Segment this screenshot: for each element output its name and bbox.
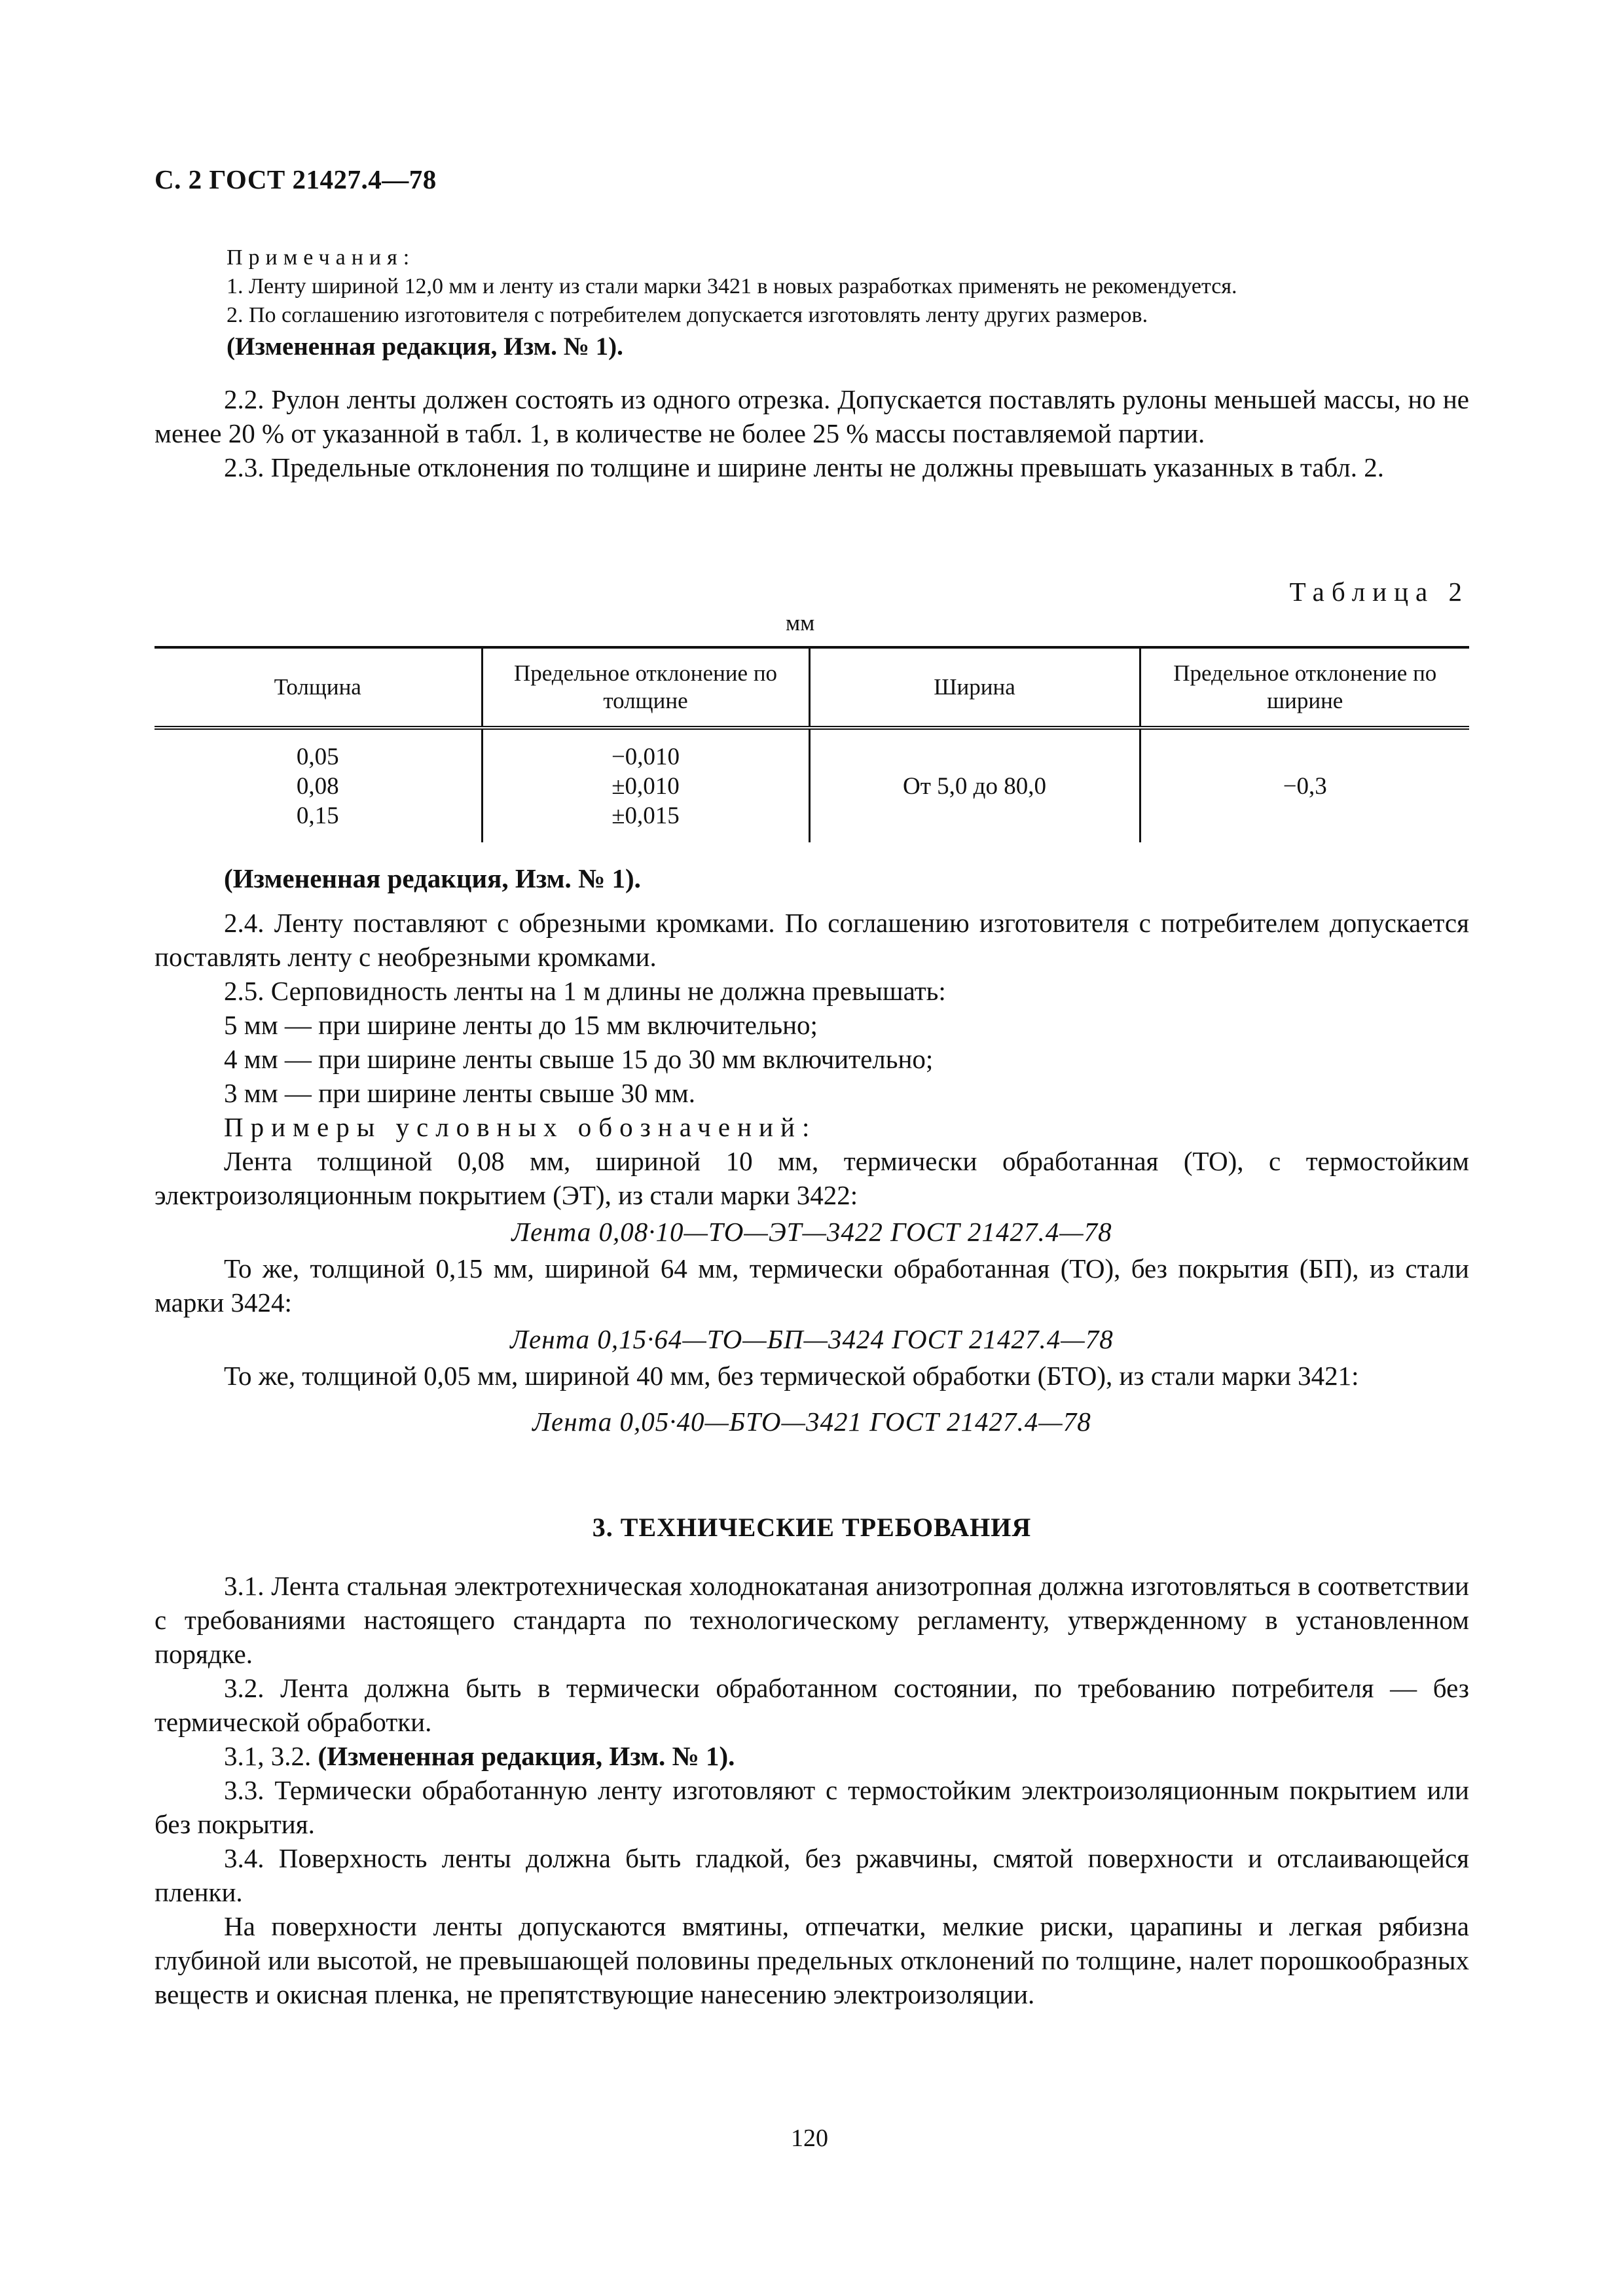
- list-item: 3 мм — при ширине ленты свыше 30 мм.: [224, 1078, 695, 1108]
- header-width: Ширина: [809, 647, 1140, 728]
- width-tolerance-value: −0,3: [1140, 728, 1469, 842]
- after-table-block: [155, 861, 1469, 1439]
- thickness-value: 0,05: [296, 743, 339, 770]
- paragraph-3-2: 3.2. Лента должна быть в термически обработанном состоянии, по требованию потребителя — без термической обработки.: [155, 1673, 1469, 1737]
- paragraph-3-1: 3.1. Лента стальная электротехническая холоднокатаная анизотропная должна изготовляться в соответствии с требованиями настоящего стандарта по технологическому регламенту, утвержденному в установленном порядке.: [155, 1571, 1469, 1669]
- paragraphs-2-2-2-3: [155, 382, 1469, 484]
- thickness-values: [155, 728, 482, 842]
- paragraph-3-4: 3.4. Поверхность ленты должна быть гладкой, без ржавчины, смятой поверхности и отслаивающейся пленки.: [155, 1843, 1469, 1907]
- table-caption: Таблица 2: [1289, 577, 1469, 607]
- note-item: 2. По соглашению изготовителя с потребителем допускается изготовлять ленту других размеров.: [227, 303, 1148, 327]
- paragraph-3-1-3-2-revision: [155, 1739, 1469, 1773]
- example-text: То же, толщиной 0,15 мм, шириной 64 мм, термически обработанная (ТО), без покрытия (БП), из стали марки 3424:: [155, 1253, 1469, 1318]
- example-designation: Лента 0,15·64—ТО—БП—3424 ГОСТ 21427.4—78: [510, 1324, 1114, 1354]
- example-text: То же, толщиной 0,05 мм, шириной 40 мм, без термической обработки (БТО), из стали марки 3421:: [224, 1361, 1359, 1391]
- width-value: От 5,0 до 80,0: [809, 728, 1140, 842]
- thickness-tolerance-value: −0,010: [611, 743, 680, 770]
- page-header: С. 2 ГОСТ 21427.4—78: [155, 164, 437, 194]
- table-revision: (Измененная редакция, Изм. № 1).: [224, 863, 641, 893]
- header-thickness-tolerance: Предельное отклонение по толщине: [482, 647, 809, 728]
- note-item: 1. Ленту шириной 12,0 мм и ленту из стали марки 3421 в новых разработках применять не рекомендуется.: [227, 274, 1237, 298]
- thickness-tolerance-values: [482, 728, 809, 842]
- notes-revision: (Измененная редакция, Изм. № 1).: [227, 332, 623, 361]
- example-text: Лента толщиной 0,08 мм, шириной 10 мм, термически обработанная (ТО), с термостойким электроизоляционным покрытием (ЭТ), из стали марки 3422:: [155, 1146, 1469, 1210]
- page-number: 120: [791, 2125, 828, 2152]
- notes-heading: Примечания:: [227, 245, 416, 270]
- example-designation: Лента 0,08·10—ТО—ЭТ—3422 ГОСТ 21427.4—78: [511, 1217, 1112, 1247]
- table-row: [155, 728, 1469, 842]
- revision-prefix: 3.1, 3.2.: [224, 1741, 312, 1771]
- paragraph-2-5: 2.5. Серповидность ленты на 1 м длины не должна превышать:: [224, 976, 946, 1006]
- table-unit: мм: [786, 610, 815, 636]
- thickness-tolerance-value: ±0,010: [611, 772, 680, 800]
- thickness-value: 0,15: [296, 802, 339, 829]
- revision-note: (Измененная редакция, Изм. № 1).: [318, 1741, 735, 1771]
- header-width-tolerance: Предельное отклонение по ширине: [1140, 647, 1469, 728]
- examples-heading: Примеры условных обозначений:: [224, 1112, 817, 1142]
- thickness-tolerance-value: ±0,015: [611, 802, 680, 829]
- example-designation: Лента 0,05·40—БТО—3421 ГОСТ 21427.4—78: [532, 1407, 1091, 1437]
- tolerance-table: [155, 646, 1469, 842]
- section-title: 3. ТЕХНИЧЕСКИЕ ТРЕБОВАНИЯ: [592, 1513, 1032, 1542]
- paragraph-3-4-continued: На поверхности ленты допускаются вмятины, отпечатки, мелкие риски, царапины и легкая рябизна глубиной или высотой, не превышающей половины предельных отклонений по толщине, налет порошкообразных веществ и окисная пленка, не препятствующие нанесению электроизоляции.: [155, 1911, 1469, 2009]
- header-thickness: Толщина: [155, 647, 482, 728]
- thickness-value: 0,08: [296, 772, 339, 800]
- paragraph-2-3: 2.3. Предельные отклонения по толщине и ширине ленты не должны превышать указанных в табл. 2.: [224, 452, 1384, 482]
- list-item: 5 мм — при ширине ленты до 15 мм включительно;: [224, 1010, 818, 1040]
- paragraph-3-3: 3.3. Термически обработанную ленту изготовляют с термостойким электроизоляционным покрытием или без покрытия.: [155, 1775, 1469, 1839]
- notes-block: [155, 243, 1469, 364]
- paragraph-2-2: 2.2. Рулон ленты должен состоять из одного отрезка. Допускается поставлять рулоны меньшей массы, но не менее 20 % от указанной в табл. 1, в количестве не более 25 % массы поставляемой партии.: [155, 384, 1469, 448]
- paragraph-2-4: 2.4. Ленту поставляют с обрезными кромками. По соглашению изготовителя с потребителем допускается поставлять ленту с необрезными кромками.: [155, 908, 1469, 972]
- list-item: 4 мм — при ширине ленты свыше 15 до 30 мм включительно;: [224, 1044, 934, 1074]
- section-3: [155, 1512, 1469, 2011]
